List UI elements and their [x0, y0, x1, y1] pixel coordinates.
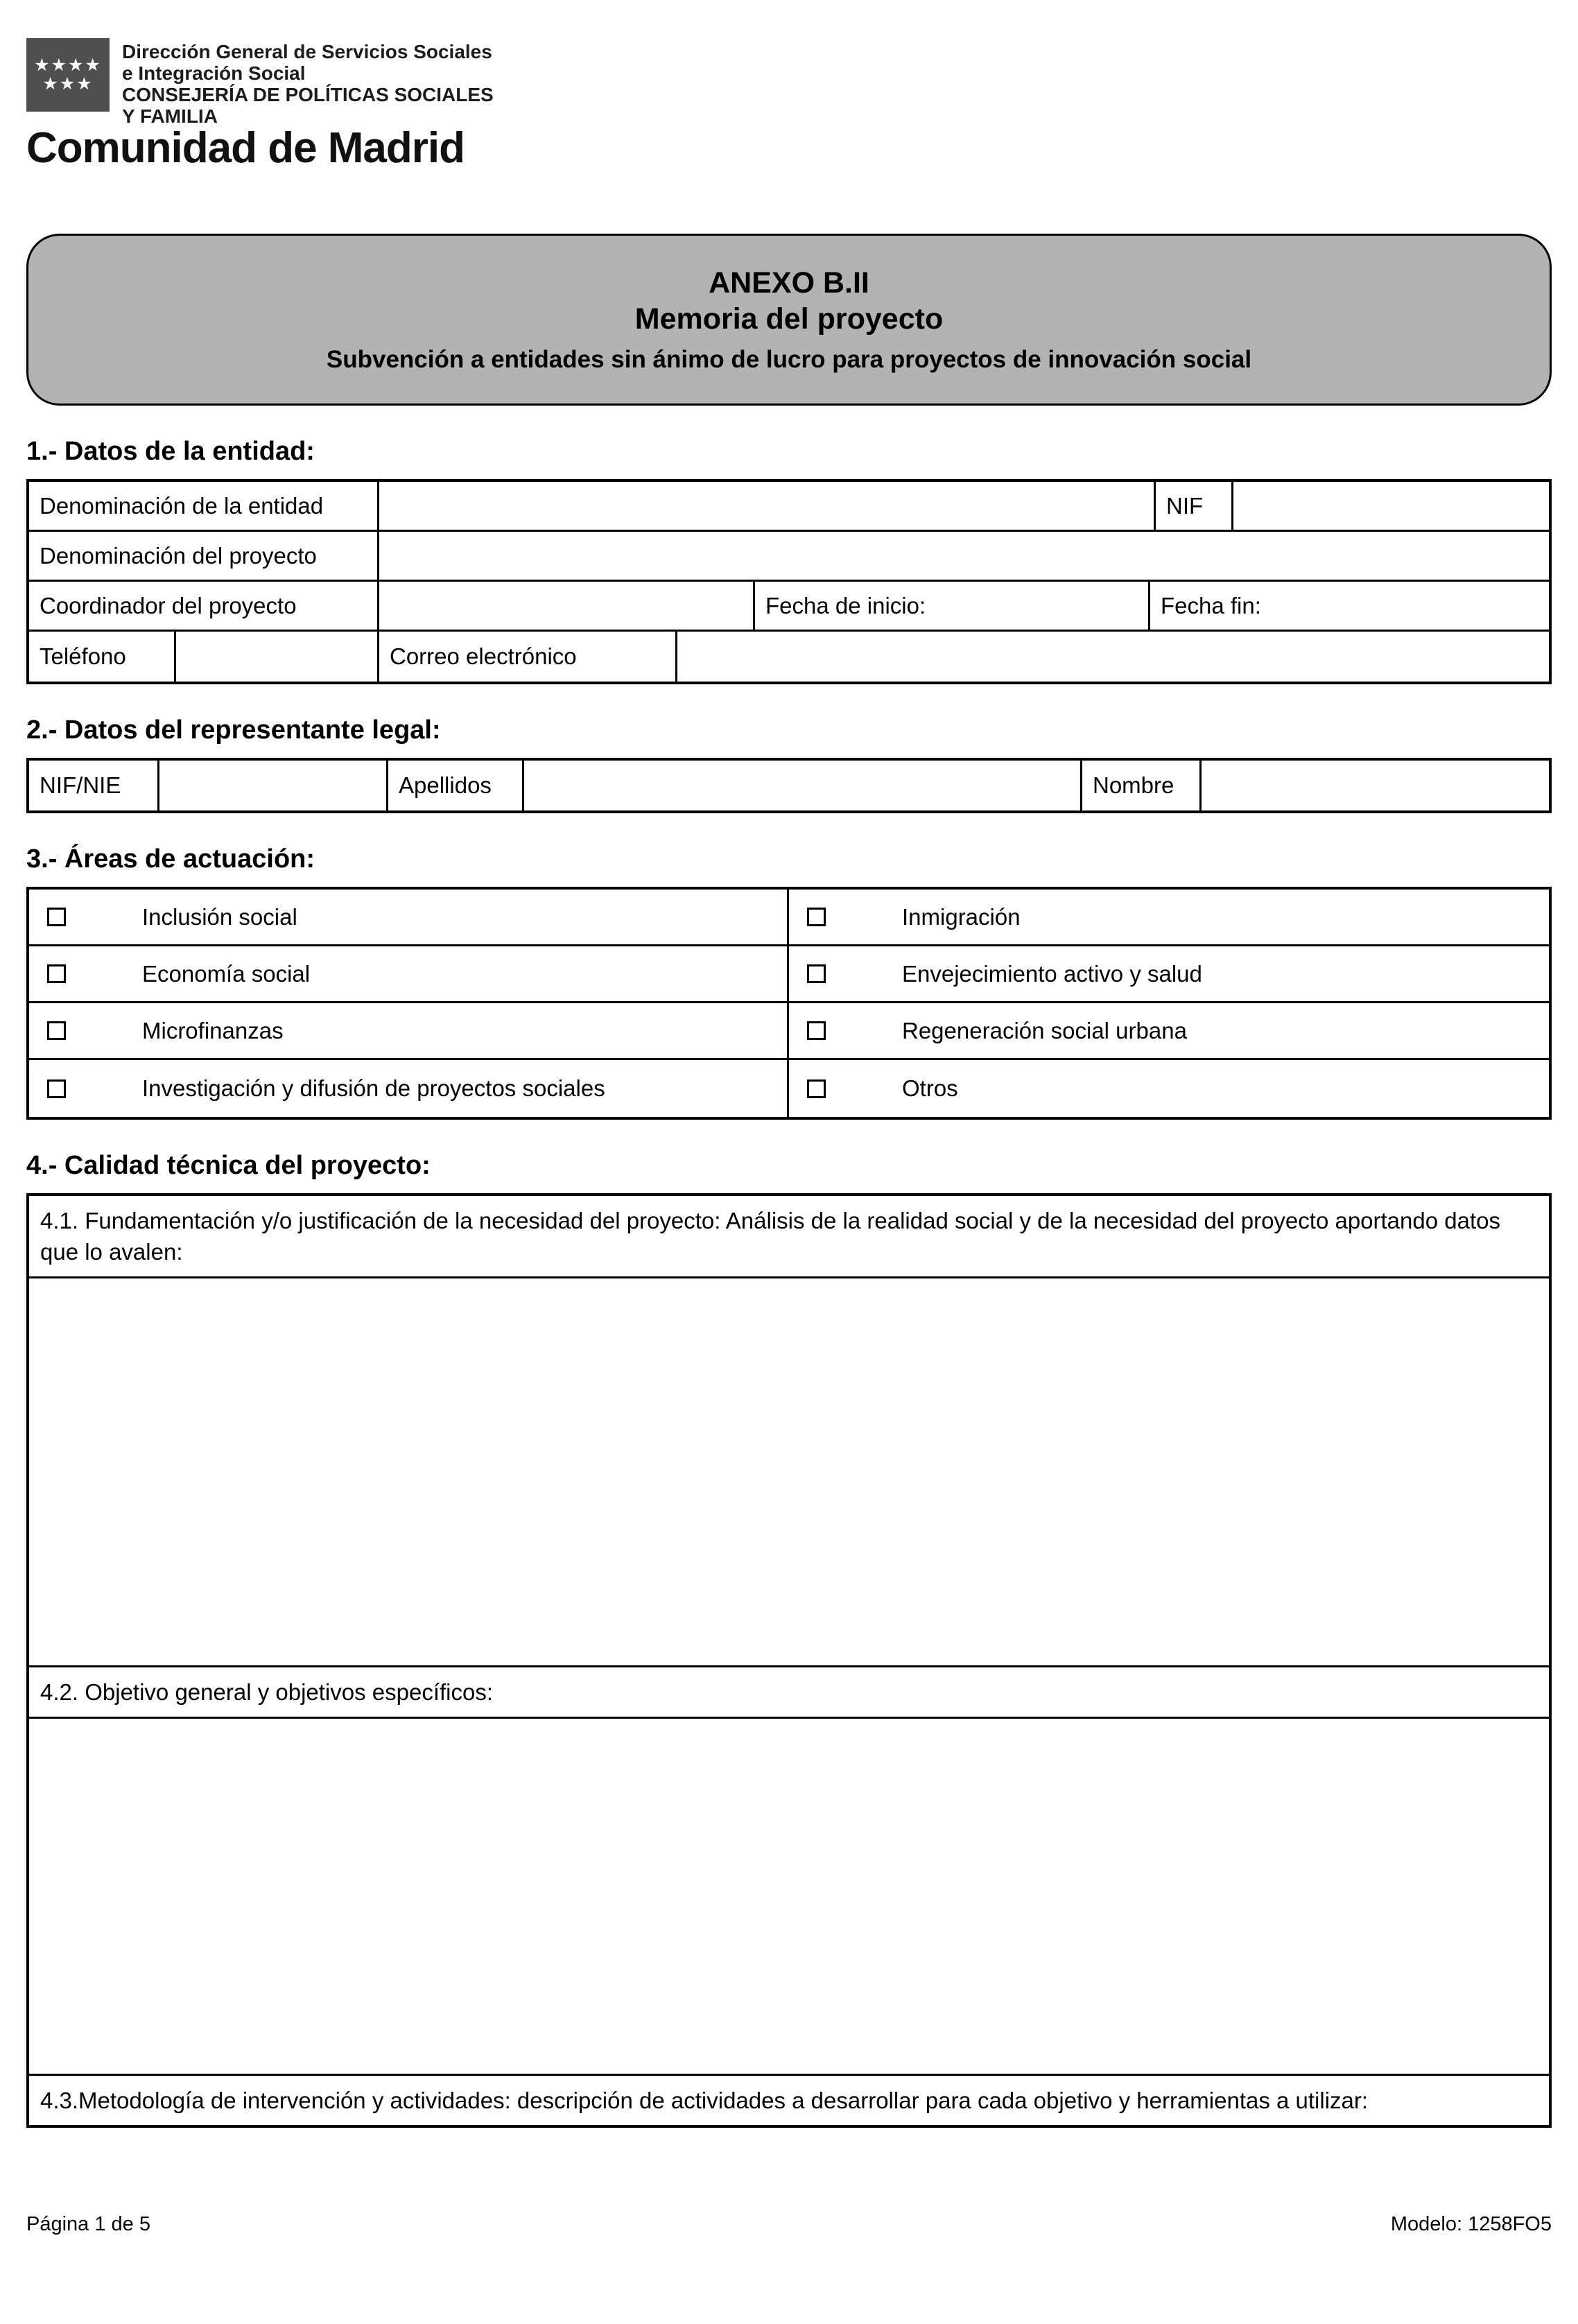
table-row: [29, 582, 1549, 632]
input-4-1-fundamentacion[interactable]: [29, 1278, 1549, 1665]
checkbox-inmigracion[interactable]: [807, 908, 826, 926]
checkbox-investigacion[interactable]: [47, 1079, 66, 1098]
area-option-envejecimiento: [789, 946, 1549, 1001]
org-line-1: Dirección General de Servicios Sociales: [122, 41, 492, 62]
action-areas-table: [26, 887, 1552, 1120]
input-correo[interactable]: [677, 632, 1549, 682]
area-label: Inmigración: [902, 903, 1021, 930]
section-1-heading: 1.- Datos de la entidad:: [26, 437, 315, 466]
flag-stars-row-1: ★★★★: [34, 55, 102, 75]
form-subtitle: Subvención a entidades sin ánimo de lucro para proyectos de innovación social: [326, 346, 1252, 373]
section-3-heading: 3.- Áreas de actuación:: [26, 844, 315, 874]
page-footer: [26, 2213, 1552, 2236]
checkbox-inclusion-social[interactable]: [47, 908, 66, 926]
section-4-heading: 4.- Calidad técnica del proyecto:: [26, 1151, 431, 1180]
model-number: Modelo: 1258FO5: [1390, 2213, 1552, 2235]
area-option-inclusion-social: [29, 890, 789, 944]
field-label-telefono: Teléfono: [29, 632, 176, 682]
table-row: [29, 890, 1549, 946]
legal-representative-table: [26, 758, 1552, 813]
area-label: Otros: [902, 1075, 958, 1101]
table-row: [29, 761, 1549, 810]
checkbox-otros[interactable]: [807, 1079, 826, 1098]
madrid-flag-logo: [26, 38, 110, 112]
form-title: Memoria del proyecto: [634, 302, 944, 336]
org-line-3: CONSEJERÍA DE POLÍTICAS SOCIALES: [122, 84, 494, 105]
field-label-nif: NIF: [1156, 482, 1233, 530]
table-row: [29, 946, 1549, 1003]
area-option-regeneracion: [789, 1003, 1549, 1058]
field-label-denominacion-proyecto: Denominación del proyecto: [29, 532, 379, 580]
table-row: [29, 482, 1549, 532]
table-row: [29, 632, 1549, 682]
input-fecha-inicio[interactable]: [926, 582, 1138, 630]
checkbox-envejecimiento[interactable]: [807, 964, 826, 983]
field-label-correo: Correo electrónico: [379, 632, 677, 682]
org-line-2: e Integración Social: [122, 62, 306, 84]
area-label: Economía social: [142, 960, 311, 987]
input-fecha-fin[interactable]: [1261, 582, 1538, 630]
field-label-apellidos: Apellidos: [388, 761, 524, 810]
input-nombre[interactable]: [1202, 761, 1549, 810]
brand-title: Comunidad de Madrid: [26, 124, 465, 172]
question-4-1-label: 4.1. Fundamentación y/o justificación de la necesidad del proyecto: Análisis de la realidad social y de la necesidad del proyecto aportando datos que lo avalen:: [29, 1196, 1549, 1278]
section-2-heading: 2.- Datos del representante legal:: [26, 716, 441, 745]
field-label-fecha-inicio: Fecha de inicio:: [765, 592, 926, 618]
input-telefono[interactable]: [176, 632, 379, 682]
input-nif[interactable]: [1233, 482, 1549, 530]
checkbox-microfinanzas[interactable]: [47, 1021, 66, 1040]
table-row: [29, 1060, 1549, 1117]
field-label-nombre: Nombre: [1082, 761, 1202, 810]
input-denominacion-entidad[interactable]: [379, 482, 1156, 530]
area-option-investigacion: [29, 1060, 789, 1117]
area-label: Envejecimiento activo y salud: [902, 960, 1202, 987]
table-row: [29, 1003, 1549, 1060]
input-denominacion-proyecto[interactable]: [379, 532, 1549, 580]
org-name-block: [122, 38, 494, 127]
fecha-fin-cell: [1150, 582, 1549, 630]
header-logo-block: [26, 38, 1552, 127]
annex-title: ANEXO B.II: [709, 266, 869, 300]
input-nif-nie[interactable]: [159, 761, 388, 810]
checkbox-regeneracion[interactable]: [807, 1021, 826, 1040]
page-number: Página 1 de 5: [26, 2213, 150, 2235]
area-label: Microfinanzas: [142, 1017, 284, 1043]
area-option-inmigracion: [789, 890, 1549, 944]
checkbox-economia-social[interactable]: [47, 964, 66, 983]
technical-quality-box: [26, 1193, 1552, 2128]
form-title-box: [26, 234, 1552, 406]
input-4-2-objetivos[interactable]: [29, 1719, 1549, 2074]
flag-stars-row-2: ★★★: [42, 74, 94, 94]
field-label-fecha-fin: Fecha fin:: [1161, 592, 1261, 618]
fecha-inicio-cell: [755, 582, 1150, 630]
area-label: Inclusión social: [142, 903, 297, 930]
field-label-nif-nie: NIF/NIE: [29, 761, 159, 810]
field-label-coordinador: Coordinador del proyecto: [29, 582, 379, 630]
entity-data-table: [26, 479, 1552, 684]
area-option-economia-social: [29, 946, 789, 1001]
question-4-2-label: 4.2. Objetivo general y objetivos específicos:: [29, 1665, 1549, 1719]
input-apellidos[interactable]: [524, 761, 1082, 810]
area-label: Regeneración social urbana: [902, 1017, 1187, 1043]
table-row: [29, 532, 1549, 582]
input-coordinador[interactable]: [379, 582, 755, 630]
area-option-microfinanzas: [29, 1003, 789, 1058]
field-label-denominacion-entidad: Denominación de la entidad: [29, 482, 379, 530]
area-label: Investigación y difusión de proyectos sociales: [142, 1075, 605, 1101]
org-line-4: Y FAMILIA: [122, 105, 218, 127]
question-4-3-label: 4.3.Metodología de intervención y actividades: descripción de actividades a desarrollar para cada objetivo y herramientas a utilizar:: [29, 2074, 1549, 2125]
area-option-otros: [789, 1060, 1549, 1117]
